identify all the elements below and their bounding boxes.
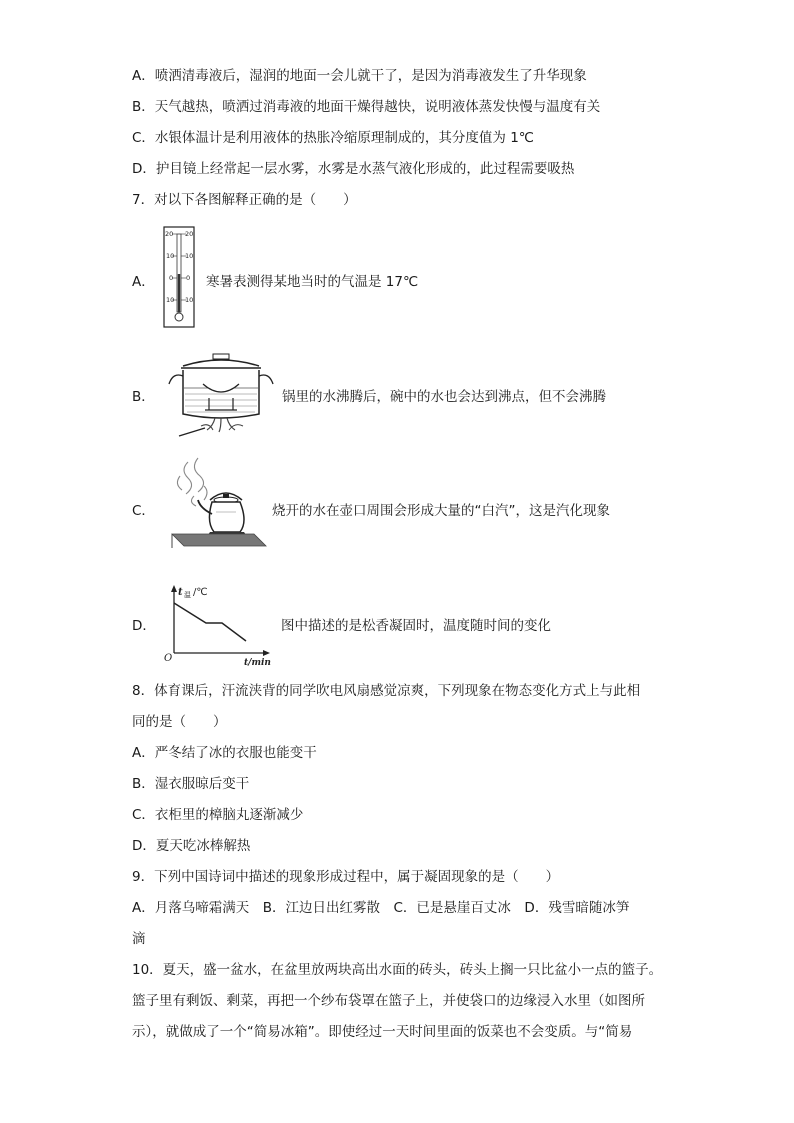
q9-stem: 9．下列中国诗词中描述的现象形成过程中，属于凝固现象的是（ ） [132,869,560,885]
thermo-tick-right: 0 [186,274,191,282]
q8-option-b: B．湿衣服晾后变干 [132,776,250,792]
thermo-tick-left: 20 [165,230,174,238]
q8-stem-line2: 同的是（ ） [132,714,227,730]
q10-line1: 10．夏天，盛一盆水，在盆里放两块高出水面的砖头，砖头上搁一只比盆小一点的篮子。 [132,962,663,978]
q7-stem: 7．对以下各图解释正确的是（ ） [132,192,357,208]
graph-yunit: /℃ [193,587,208,598]
q10-line3: 示），就做成了一个“简易冰箱”。即使经过一天时间里面的饭菜也不会变质。与“简易 [132,1024,633,1040]
thermo-tick-right: 20 [185,230,194,238]
thermo-tick-left: 0 [169,274,174,282]
q7-b-label: B． [132,389,155,405]
cooling-graph-figure [160,583,278,667]
thermo-tick-left: 10 [166,296,175,304]
q7-a-text: 寒暑表测得某地当时的气温是 17℃ [206,274,419,290]
q10-line2: 篮子里有剩饭、剩菜，再把一个纱布袋罩在篮子上，并使袋口的边缘浸入水里（如图所 [132,993,645,1009]
q8-option-a: A．严冬结了冰的衣服也能变干 [132,745,317,761]
graph-ylabel: t [178,587,183,598]
thermo-tick-right: 10 [185,296,194,304]
q7-b-text: 锅里的水沸腾后，碗中的水也会达到沸点，但不会沸腾 [282,389,606,405]
q7-d-label: D． [132,618,156,634]
thermometer-figure [163,226,195,328]
thermo-tick-right: 10 [185,252,194,260]
q8-stem-line1: 8．体育课后，汗流浃背的同学吹电风扇感觉凉爽，下列现象在物态变化方式上与此相 [132,683,641,699]
q9-options: A．月落乌啼霜满天 B．江边日出红雾散 C．已是悬崖百丈冰 D．残雪暗随冰笋 [132,900,630,916]
graph-ysub: 温 [184,591,191,599]
q6-option-b: B．天气越热，喷洒过消毒液的地面干燥得越快，说明液体蒸发快慢与温度有关 [132,99,601,115]
graph-origin: O [164,653,173,664]
kettle-figure [170,456,268,554]
q7-d-text: 图中描述的是松香凝固时，温度随时间的变化 [281,618,551,634]
thermo-tick-left: 10 [166,252,175,260]
q8-option-c: C．衣柜里的樟脑丸逐渐减少 [132,807,304,823]
q7-c-label: C． [132,503,155,519]
graph-xlabel: t/min [244,658,271,668]
q6-option-c: C．水银体温计是利用液体的热胀冷缩原理制成的，其分度值为 1℃ [132,130,534,146]
pot-with-bowl-figure [165,352,277,438]
q6-option-a: A．喷洒清毒液后，湿润的地面一会儿就干了，是因为消毒液发生了升华现象 [132,68,587,84]
q9-options-wrap: 滴 [132,931,146,947]
q8-option-d: D．夏天吃冰棒解热 [132,838,251,854]
q6-option-d: D．护目镜上经常起一层水雾，水雾是水蒸气液化形成的，此过程需要吸热 [132,161,575,177]
q7-c-text: 烧开的水在壶口周围会形成大量的“白汽”，这是汽化现象 [272,503,610,519]
q7-a-label: A． [132,274,155,290]
